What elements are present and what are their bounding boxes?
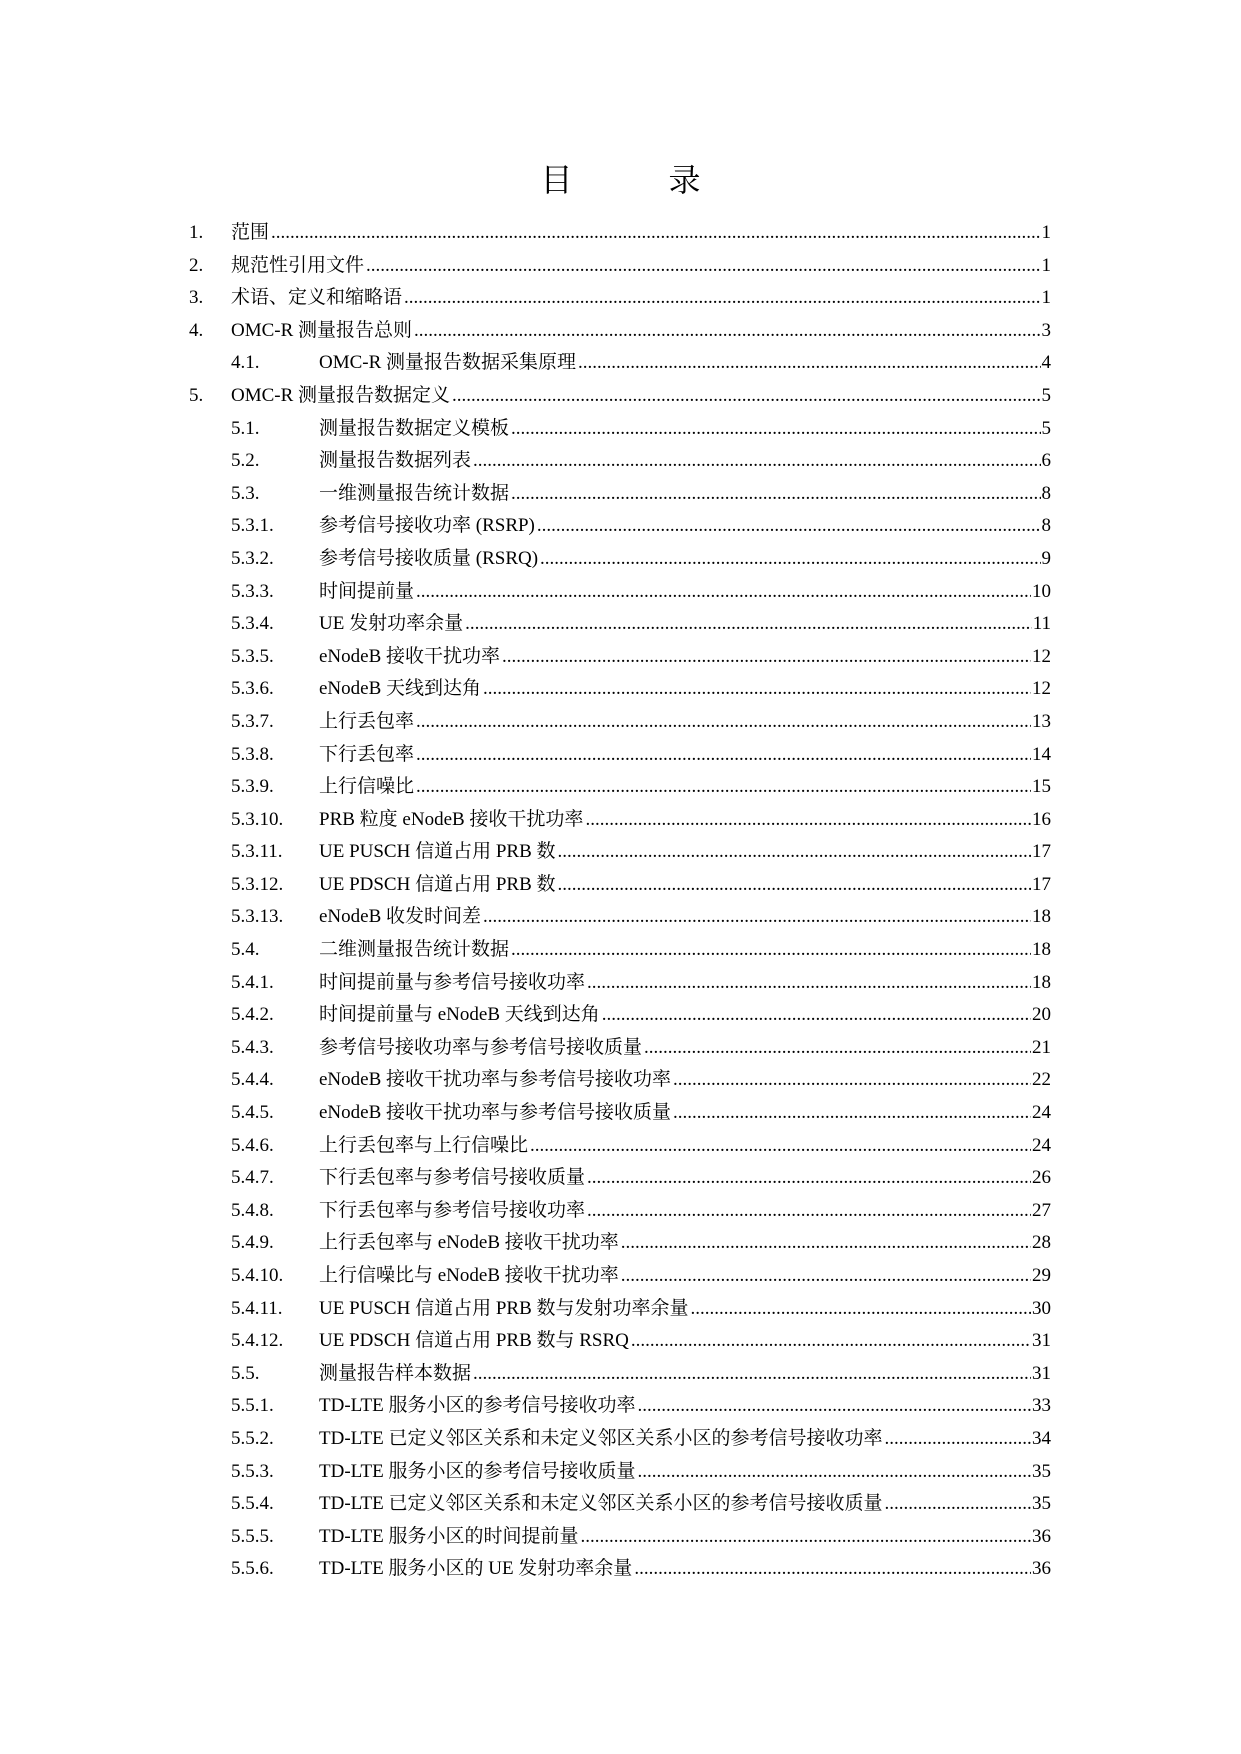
toc-entry[interactable]: [0, 1260, 1241, 1293]
toc-entry-title: OMC-R 测量报告数据采集原理: [319, 352, 577, 374]
toc-entry-title: 下行丢包率: [319, 743, 415, 765]
toc-dot-leader: [416, 576, 1031, 609]
toc-entry[interactable]: [0, 1456, 1241, 1489]
toc-dot-leader: [511, 478, 1040, 511]
toc-entry[interactable]: [0, 967, 1241, 1000]
toc-entry-number: 5.4.3.: [231, 1036, 274, 1058]
toc-entry-title: 上行信噪比: [319, 776, 415, 798]
toc-entry-number: 5.3.13.: [231, 906, 284, 928]
toc-entry-page-number: 4: [1041, 352, 1051, 374]
toc-entry-page-number: 8: [1041, 515, 1051, 537]
toc-entry-page-number: 14: [1032, 743, 1051, 765]
toc-entry-number: 5.4.: [231, 939, 260, 961]
toc-entry-number: 2.: [189, 254, 204, 276]
toc-entry-title: 测量报告数据列表: [319, 450, 472, 472]
toc-entry-page-number: 24: [1032, 1134, 1051, 1156]
toc-entry-number: 5.: [189, 384, 204, 406]
toc-entry-number: 5.5.2.: [231, 1427, 274, 1449]
toc-dot-leader: [631, 1325, 1031, 1358]
toc-entry-page-number: 28: [1032, 1232, 1051, 1254]
toc-dot-leader: [473, 1358, 1031, 1391]
toc-entry[interactable]: [0, 706, 1241, 739]
toc-entry[interactable]: [0, 641, 1241, 674]
toc-entry-number: 5.4.1.: [231, 971, 274, 993]
toc-dot-leader: [621, 1227, 1031, 1260]
toc-entry-page-number: 18: [1032, 906, 1051, 928]
toc-entry-number: 5.5.1.: [231, 1395, 274, 1417]
toc-entry-number: 5.3.4.: [231, 613, 274, 635]
toc-entry-page-number: 1: [1041, 287, 1051, 309]
toc-entry[interactable]: [0, 934, 1241, 967]
toc-entry-line: [319, 967, 1051, 1000]
toc-entry[interactable]: [0, 804, 1241, 837]
toc-dot-leader: [511, 934, 1031, 967]
toc-entry-line: [319, 1423, 1051, 1456]
toc-entry-line: [319, 673, 1051, 706]
toc-dot-leader: [404, 282, 1040, 315]
toc-entry-line: [319, 869, 1051, 902]
toc-dot-leader: [884, 1488, 1031, 1521]
toc-entry[interactable]: [0, 1162, 1241, 1195]
toc-entry-number: 5.3.8.: [231, 743, 274, 765]
toc-dot-leader: [621, 1260, 1031, 1293]
toc-entry[interactable]: [0, 1064, 1241, 1097]
toc-entry-number: 5.4.9.: [231, 1232, 274, 1254]
toc-entry-page-number: 26: [1032, 1167, 1051, 1189]
toc-entry-page-number: 17: [1032, 841, 1051, 863]
toc-entry-page-number: 29: [1032, 1265, 1051, 1286]
toc-entry[interactable]: [0, 739, 1241, 772]
toc-entry[interactable]: [0, 836, 1241, 869]
toc-entry-line: [319, 1097, 1051, 1130]
toc-entry-line: [319, 771, 1051, 804]
toc-entry-title: UE PDSCH 信道占用 PRB 数与 RSRQ: [319, 1330, 629, 1352]
toc-entry-title: UE PDSCH 信道占用 PRB 数: [319, 873, 556, 895]
toc-entry[interactable]: [0, 1488, 1241, 1521]
toc-dot-leader: [587, 1162, 1031, 1195]
toc-entry-title: TD-LTE 服务小区的 UE 发射功率余量: [319, 1558, 633, 1580]
toc-dot-leader: [884, 1423, 1031, 1456]
toc-entry-title: 一维测量报告统计数据: [319, 482, 510, 504]
toc-entry-title: OMC-R 测量报告数据定义: [231, 384, 451, 406]
toc-entry-page-number: 22: [1032, 1069, 1051, 1091]
toc-list: [0, 217, 1241, 1586]
toc-entry[interactable]: [0, 608, 1241, 641]
toc-entry[interactable]: [0, 478, 1241, 511]
toc-entry-number: 5.1.: [231, 417, 260, 439]
toc-entry[interactable]: [0, 543, 1241, 576]
toc-dot-leader: [537, 510, 1041, 543]
toc-entry[interactable]: [0, 1358, 1241, 1391]
toc-dot-leader: [587, 967, 1031, 1000]
toc-entry[interactable]: [0, 445, 1241, 478]
toc-entry-title: UE PUSCH 信道占用 PRB 数: [319, 841, 556, 863]
toc-entry-line: [319, 347, 1051, 380]
toc-entry[interactable]: [0, 413, 1241, 446]
toc-entry-number: 5.2.: [231, 450, 260, 472]
toc-entry-title: OMC-R 测量报告总则: [231, 319, 413, 341]
toc-entry-page-number: 1: [1041, 254, 1051, 276]
toc-entry-number: 5.5.3.: [231, 1460, 274, 1482]
toc-dot-leader: [483, 901, 1031, 934]
toc-entry-line: [319, 1260, 1051, 1293]
toc-entry-page-number: 16: [1032, 808, 1051, 830]
toc-entry-number: 5.4.6.: [231, 1134, 274, 1156]
toc-entry-title: TD-LTE 服务小区的时间提前量: [319, 1525, 579, 1547]
toc-title: 目 录: [540, 162, 745, 198]
toc-entry[interactable]: [0, 1390, 1241, 1423]
toc-entry[interactable]: [0, 217, 1241, 250]
toc-dot-leader: [511, 413, 1040, 446]
toc-entry-title: 参考信号接收质量 (RSRQ): [319, 547, 539, 569]
toc-entry-title: 上行丢包率: [319, 710, 415, 732]
toc-entry-page-number: 18: [1032, 939, 1051, 961]
toc-entry-title: 上行丢包率与 eNodeB 接收干扰功率: [319, 1232, 619, 1254]
toc-entry-line: [319, 1195, 1051, 1228]
toc-entry-page-number: 18: [1032, 971, 1051, 993]
toc-entry-line: [319, 1293, 1051, 1326]
toc-entry-line: [319, 608, 1051, 641]
toc-entry-title: UE PUSCH 信道占用 PRB 数与发射功率余量: [319, 1297, 689, 1319]
toc-entry-page-number: 20: [1032, 1004, 1051, 1026]
toc-entry-line: [319, 1456, 1051, 1489]
toc-entry-number: 5.3.12.: [231, 873, 284, 895]
toc-entry-line: [319, 999, 1051, 1032]
toc-entry-page-number: 31: [1032, 1330, 1051, 1352]
toc-entry-page-number: 11: [1032, 613, 1051, 635]
toc-entry-number: 5.5.5.: [231, 1525, 274, 1547]
toc-entry-number: 5.5.4.: [231, 1493, 274, 1515]
toc-entry-page-number: 33: [1032, 1395, 1051, 1417]
toc-entry[interactable]: [0, 1325, 1241, 1358]
toc-entry-line: [319, 1358, 1051, 1391]
toc-entry-number: 5.3.1.: [231, 515, 274, 537]
toc-entry-line: [319, 1227, 1051, 1260]
toc-entry-number: 5.3.9.: [231, 776, 274, 798]
toc-entry-title: 测量报告数据定义模板: [319, 417, 510, 439]
toc-entry-title: 上行丢包率与上行信噪比: [319, 1134, 529, 1156]
toc-entry-line: [319, 641, 1051, 674]
toc-entry-number: 5.3.2.: [231, 547, 274, 569]
toc-entry-number: 5.3.5.: [231, 645, 274, 667]
toc-entry[interactable]: [0, 1521, 1241, 1554]
toc-entry[interactable]: [0, 901, 1241, 934]
toc-entry-title: 二维测量报告统计数据: [319, 939, 510, 961]
toc-entry-page-number: 31: [1032, 1362, 1051, 1384]
toc-entry-page-number: 5: [1041, 384, 1051, 406]
toc-entry-number: 5.4.7.: [231, 1167, 274, 1189]
toc-dot-leader: [366, 250, 1040, 283]
toc-entry-number: 5.4.2.: [231, 1004, 274, 1026]
toc-entry-page-number: 9: [1041, 547, 1051, 569]
toc-dot-leader: [637, 1390, 1031, 1423]
toc-dot-leader: [558, 869, 1032, 902]
toc-dot-leader: [483, 673, 1031, 706]
toc-entry-page-number: 21: [1032, 1036, 1051, 1058]
toc-entry-number: 5.3.7.: [231, 710, 274, 732]
toc-entry-number: 5.4.4.: [231, 1069, 274, 1091]
toc-entry-page-number: 27: [1032, 1199, 1051, 1221]
toc-entry-title: 术语、定义和缩略语: [231, 287, 403, 309]
toc-entry-page-number: 35: [1032, 1493, 1051, 1515]
toc-entry-line: [319, 739, 1051, 772]
toc-dot-leader: [271, 217, 1040, 250]
toc-entry-number: 3.: [189, 287, 204, 309]
toc-entry-line: [319, 1553, 1051, 1586]
toc-dot-leader: [578, 347, 1040, 380]
toc-entry-page-number: 5: [1041, 417, 1051, 439]
toc-entry[interactable]: [0, 673, 1241, 706]
toc-entry-title: eNodeB 接收干扰功率与参考信号接收质量: [319, 1102, 672, 1124]
toc-dot-leader: [644, 1032, 1031, 1065]
toc-dot-leader: [473, 445, 1040, 478]
toc-entry-number: 5.5.6.: [231, 1558, 274, 1580]
toc-entry-title: TD-LTE 服务小区的参考信号接收质量: [319, 1460, 636, 1482]
toc-entry[interactable]: [0, 1423, 1241, 1456]
toc-entry-number: 5.4.10.: [231, 1265, 284, 1286]
toc-dot-leader: [452, 380, 1040, 413]
toc-entry-line: [319, 934, 1051, 967]
toc-entry-title: 时间提前量与 eNodeB 天线到达角: [319, 1004, 600, 1026]
toc-entry-page-number: 10: [1032, 580, 1051, 602]
toc-entry-page-number: 8: [1041, 482, 1051, 504]
toc-dot-leader: [465, 608, 1032, 641]
toc-entry-title: UE 发射功率余量: [319, 613, 464, 635]
toc-entry-number: 5.4.8.: [231, 1199, 274, 1221]
toc-entry-line: [319, 1521, 1051, 1554]
toc-entry-line: [319, 576, 1051, 609]
toc-entry-line: [319, 1064, 1051, 1097]
toc-entry-line: [319, 706, 1051, 739]
toc-entry[interactable]: [0, 1032, 1241, 1065]
toc-dot-leader: [414, 315, 1040, 348]
toc-entry-page-number: 13: [1032, 710, 1051, 732]
toc-entry-number: 5.3.: [231, 482, 260, 504]
toc-entry-page-number: 12: [1032, 645, 1051, 667]
toc-entry-title: TD-LTE 已定义邻区关系和未定义邻区关系小区的参考信号接收功率: [319, 1427, 883, 1449]
toc-entry-title: 下行丢包率与参考信号接收功率: [319, 1199, 586, 1221]
toc-entry-line: [319, 413, 1051, 446]
toc-entry-page-number: 36: [1032, 1525, 1051, 1547]
toc-entry[interactable]: [0, 380, 1241, 413]
toc-entry-page-number: 15: [1032, 776, 1051, 798]
toc-dot-leader: [673, 1064, 1031, 1097]
toc-entry-line: [319, 1162, 1051, 1195]
toc-dot-leader: [416, 739, 1031, 772]
toc-entry-title: eNodeB 接收干扰功率与参考信号接收功率: [319, 1069, 672, 1091]
toc-entry[interactable]: [0, 347, 1241, 380]
toc-entry-page-number: 3: [1041, 319, 1051, 341]
toc-entry-page-number: 35: [1032, 1460, 1051, 1482]
toc-entry-number: 5.4.5.: [231, 1102, 274, 1124]
toc-entry-line: [319, 478, 1051, 511]
toc-entry-title: 参考信号接收功率 (RSRP): [319, 515, 535, 537]
toc-entry[interactable]: [0, 1227, 1241, 1260]
toc-dot-leader: [558, 836, 1032, 869]
toc-entry-page-number: 24: [1032, 1102, 1051, 1124]
toc-entry-number: 1.: [189, 222, 204, 243]
toc-dot-leader: [634, 1553, 1031, 1586]
toc-entry-title: 上行信噪比与 eNodeB 接收干扰功率: [319, 1265, 619, 1286]
toc-entry-line: [231, 282, 1051, 315]
toc-entry-page-number: 34: [1032, 1427, 1051, 1449]
toc-entry-line: [319, 836, 1051, 869]
toc-entry-line: [231, 380, 1051, 413]
toc-entry-page-number: 17: [1032, 873, 1051, 895]
toc-dot-leader: [691, 1293, 1032, 1326]
toc-entry-number: 5.3.11.: [231, 841, 283, 863]
toc-entry-line: [319, 901, 1051, 934]
toc-entry-page-number: 30: [1032, 1297, 1051, 1319]
toc-dot-leader: [540, 543, 1040, 576]
toc-entry-page-number: 6: [1041, 450, 1051, 472]
toc-entry[interactable]: [0, 771, 1241, 804]
toc-entry[interactable]: [0, 282, 1241, 315]
toc-entry-title: PRB 粒度 eNodeB 接收干扰功率: [319, 808, 584, 830]
toc-entry[interactable]: [0, 1553, 1241, 1586]
toc-entry[interactable]: [0, 576, 1241, 609]
toc-entry-page-number: 36: [1032, 1558, 1051, 1580]
toc-dot-leader: [416, 706, 1031, 739]
toc-dot-leader: [585, 804, 1031, 837]
toc-entry-title: 规范性引用文件: [231, 254, 365, 276]
toc-dot-leader: [602, 999, 1031, 1032]
toc-entry-title: 范围: [231, 222, 270, 243]
toc-entry-title: eNodeB 接收干扰功率: [319, 645, 501, 667]
toc-entry-number: 5.3.10.: [231, 808, 284, 830]
toc-entry-title: TD-LTE 服务小区的参考信号接收功率: [319, 1395, 636, 1417]
toc-dot-leader: [673, 1097, 1031, 1130]
toc-entry[interactable]: [0, 1195, 1241, 1228]
toc-dot-leader: [587, 1195, 1031, 1228]
toc-entry-number: 4.1.: [231, 352, 260, 374]
toc-entry-title: TD-LTE 已定义邻区关系和未定义邻区关系小区的参考信号接收质量: [319, 1493, 883, 1515]
toc-entry[interactable]: [0, 1293, 1241, 1326]
toc-dot-leader: [637, 1456, 1031, 1489]
toc-entry-number: 5.4.11.: [231, 1297, 283, 1319]
toc-entry-number: 5.5.: [231, 1362, 260, 1384]
toc-entry-number: 5.4.12.: [231, 1330, 284, 1352]
toc-entry-title: 测量报告样本数据: [319, 1362, 472, 1384]
toc-entry-title: 时间提前量与参考信号接收功率: [319, 971, 586, 993]
toc-entry[interactable]: [0, 869, 1241, 902]
toc-entry-line: [319, 1130, 1051, 1163]
toc-entry-page-number: 12: [1032, 678, 1051, 700]
toc-entry-line: [319, 1488, 1051, 1521]
toc-entry-number: 5.3.3.: [231, 580, 274, 602]
toc-entry-line: [319, 804, 1051, 837]
toc-entry[interactable]: [0, 1097, 1241, 1130]
toc-entry-line: [319, 1325, 1051, 1358]
toc-entry-line: [319, 543, 1051, 576]
toc-entry-line: [231, 250, 1051, 283]
toc-entry-line: [319, 1032, 1051, 1065]
toc-entry-line: [231, 217, 1051, 250]
toc-entry-number: 4.: [189, 319, 204, 341]
toc-dot-leader: [502, 641, 1031, 674]
toc-entry-title: 时间提前量: [319, 580, 415, 602]
toc-entry[interactable]: [0, 1130, 1241, 1163]
toc-dot-leader: [530, 1130, 1031, 1163]
toc-entry[interactable]: [0, 999, 1241, 1032]
toc-entry[interactable]: [0, 315, 1241, 348]
toc-entry-title: eNodeB 收发时间差: [319, 906, 482, 928]
toc-entry-line: [319, 1390, 1051, 1423]
toc-entry-line: [319, 445, 1051, 478]
toc-entry-number: 5.3.6.: [231, 678, 274, 700]
toc-entry-title: 下行丢包率与参考信号接收质量: [319, 1167, 586, 1189]
toc-entry-line: [319, 510, 1051, 543]
toc-entry-title: 参考信号接收功率与参考信号接收质量: [319, 1036, 643, 1058]
toc-entry-line: [231, 315, 1051, 348]
toc-dot-leader: [416, 771, 1031, 804]
toc-dot-leader: [580, 1521, 1031, 1554]
toc-entry-title: eNodeB 天线到达角: [319, 678, 482, 700]
toc-entry[interactable]: [0, 510, 1241, 543]
toc-entry-page-number: 1: [1041, 222, 1051, 243]
toc-entry[interactable]: [0, 250, 1241, 283]
